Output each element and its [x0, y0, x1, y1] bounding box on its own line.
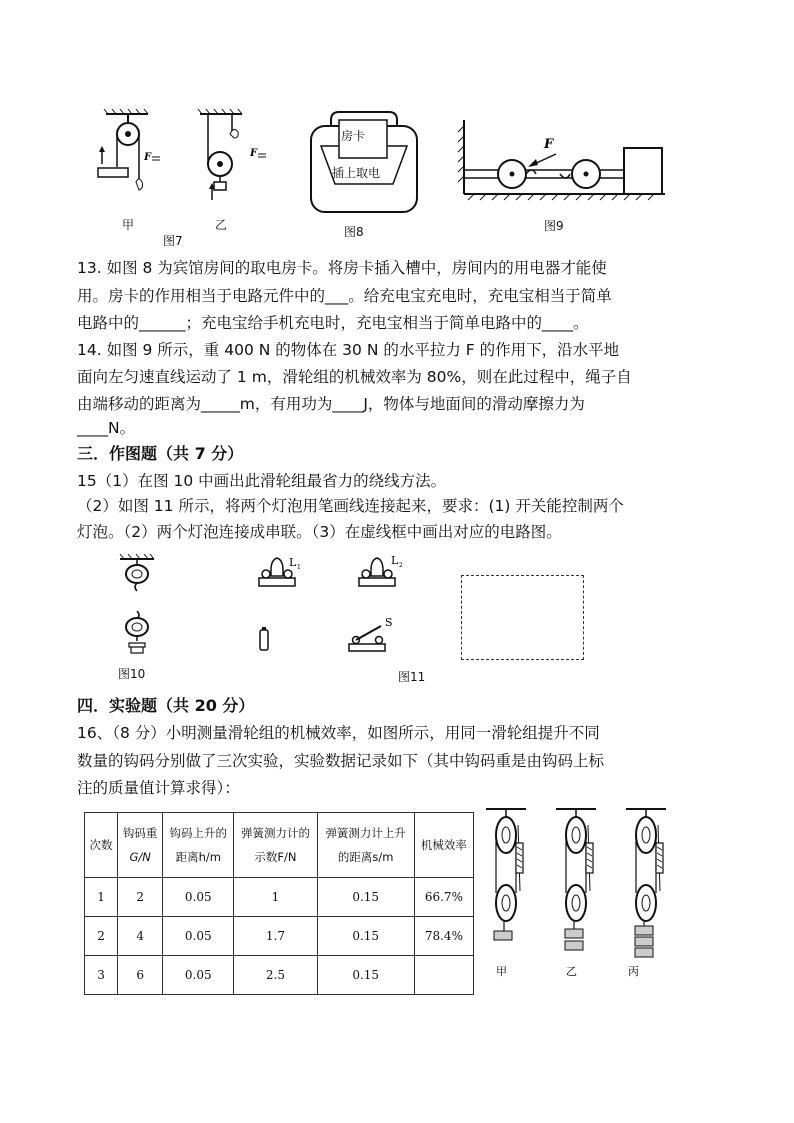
table-cell: 0.05 [163, 956, 234, 995]
force-label-yi: F [250, 148, 258, 159]
pulley-set-bing [626, 809, 666, 978]
experiment-data-table [84, 812, 474, 995]
table-cell: 0.15 [317, 878, 414, 917]
figure-8-caption: 图8 [344, 225, 364, 239]
pulley-set-yi [556, 809, 596, 978]
q14-line-1: 14. 如图 9 所示，重 400 N 的物体在 30 N 的水平拉力 F 的作用下，沿水平地 [77, 341, 620, 359]
figure-8-card-slot [309, 108, 419, 216]
lamp-l1-subscript: 1 [297, 564, 301, 571]
slot-label: 插上取电 [332, 166, 381, 180]
q13-line-3: 电路中的______；充电宝给手机充电时，充电宝相当于简单电路中的____。 [77, 314, 589, 332]
table-cell: 1 [85, 878, 118, 917]
table-header-cell: 弹簧测力计的 示数F/N [234, 813, 317, 878]
table-cell: 1.7 [234, 917, 317, 956]
figure-7-caption: 图7 [163, 234, 183, 248]
q13-line-2: 用。房卡的作用相当于电路元件中的___。给充电宝充电时，充电宝相当于简单 [77, 287, 612, 305]
q15-line-3: 灯泡。（2）两个灯泡连接成串联。（3）在虚线框中画出对应的电路图。 [77, 523, 562, 541]
section-3-heading: 三．作图题（共 7 分） [77, 444, 244, 463]
table-cell: 0.05 [163, 878, 234, 917]
pulley-label-yi: 乙 [566, 965, 577, 978]
table-cell: 66.7% [414, 878, 473, 917]
pulley-label-jia: 甲 [496, 965, 507, 978]
q14-line-3: 由端移动的距离为_____m，有用功为____J，物体与地面间的滑动摩擦力为 [77, 395, 585, 413]
section-4-heading: 四．实验题（共 20 分） [77, 696, 255, 715]
circuit-diagram-box[interactable] [461, 575, 584, 660]
efficiency-answer-cell[interactable] [414, 956, 473, 995]
table-cell: 78.4% [414, 917, 473, 956]
table-cell: 6 [118, 956, 163, 995]
lamp-l1-label: L [289, 556, 297, 569]
figure-10-caption: 图10 [118, 667, 146, 681]
figure-9-diagram [460, 118, 670, 200]
force-label-jia: F [144, 152, 152, 163]
pulley-label-bing: 丙 [628, 965, 639, 978]
lamp-l2-subscript: 2 [399, 562, 403, 569]
table-cell: 0.05 [163, 917, 234, 956]
switch-label: S [385, 616, 393, 629]
table-cell: 0.15 [317, 917, 414, 956]
figure-10-pulley [118, 557, 158, 667]
figure-11-caption: 图11 [398, 670, 426, 684]
q15-line-2: （2）如图 11 所示，将两个灯泡用笔画线连接起来，要求：(1) 开关能控制两个 [77, 497, 624, 515]
q16-line-1: 16、（8 分）小明测量滑轮组的机械效率，如图所示，用同一滑轮组提升不同 [77, 724, 600, 742]
table-cell: 2 [85, 917, 118, 956]
table-cell: 4 [118, 917, 163, 956]
lamp-l2-label: L [391, 554, 399, 567]
q15-line-1: 15（1）在图 10 中画出此滑轮组最省力的绕线方法。 [77, 472, 447, 490]
figure-7-diagram [92, 112, 282, 237]
room-card-label: 房卡 [341, 129, 366, 143]
pulley-set-diagram [484, 805, 684, 980]
table-cell: 0.15 [317, 956, 414, 995]
pulley-set-jia [486, 809, 526, 978]
q14-line-2: 面向左匀速直线运动了 1 m，滑轮组的机械效率为 80%，则在此过程中，绳子自 [77, 368, 632, 386]
table-header-cell: 机械效率 [414, 813, 473, 878]
table-row [85, 956, 474, 995]
force-label-f: F [544, 137, 554, 152]
table-cell: 2.5 [234, 956, 317, 995]
table-header-row [85, 813, 474, 878]
figure-7-label-yi: 乙 [215, 218, 228, 232]
table-row [85, 917, 474, 956]
q13-line-1: 13. 如图 8 为宾馆房间的取电房卡。将房卡插入槽中，房间内的用电器才能使 [77, 259, 607, 277]
table-cell: 3 [85, 956, 118, 995]
figure-9-caption: 图9 [544, 219, 564, 233]
figure-11-circuit-parts [255, 552, 405, 662]
table-cell: 2 [118, 878, 163, 917]
table-row [85, 878, 474, 917]
table-header-cell: 次数 [85, 813, 118, 878]
q16-line-3: 注的质量值计算求得）： [77, 779, 240, 797]
q14-line-4: ____N。 [77, 419, 136, 437]
table-header-cell: 弹簧测力计上升 的距离s/m [317, 813, 414, 878]
table-cell: 1 [234, 878, 317, 917]
q16-line-2: 数量的钩码分别做了三次实验，实验数据记录如下（其中钩码重是由钩码上标 [77, 752, 605, 770]
figure-7-label-jia: 甲 [122, 218, 135, 232]
table-header-cell: 钩码重 G/N [118, 813, 163, 878]
table-header-cell: 钩码上升的 距离h/m [163, 813, 234, 878]
